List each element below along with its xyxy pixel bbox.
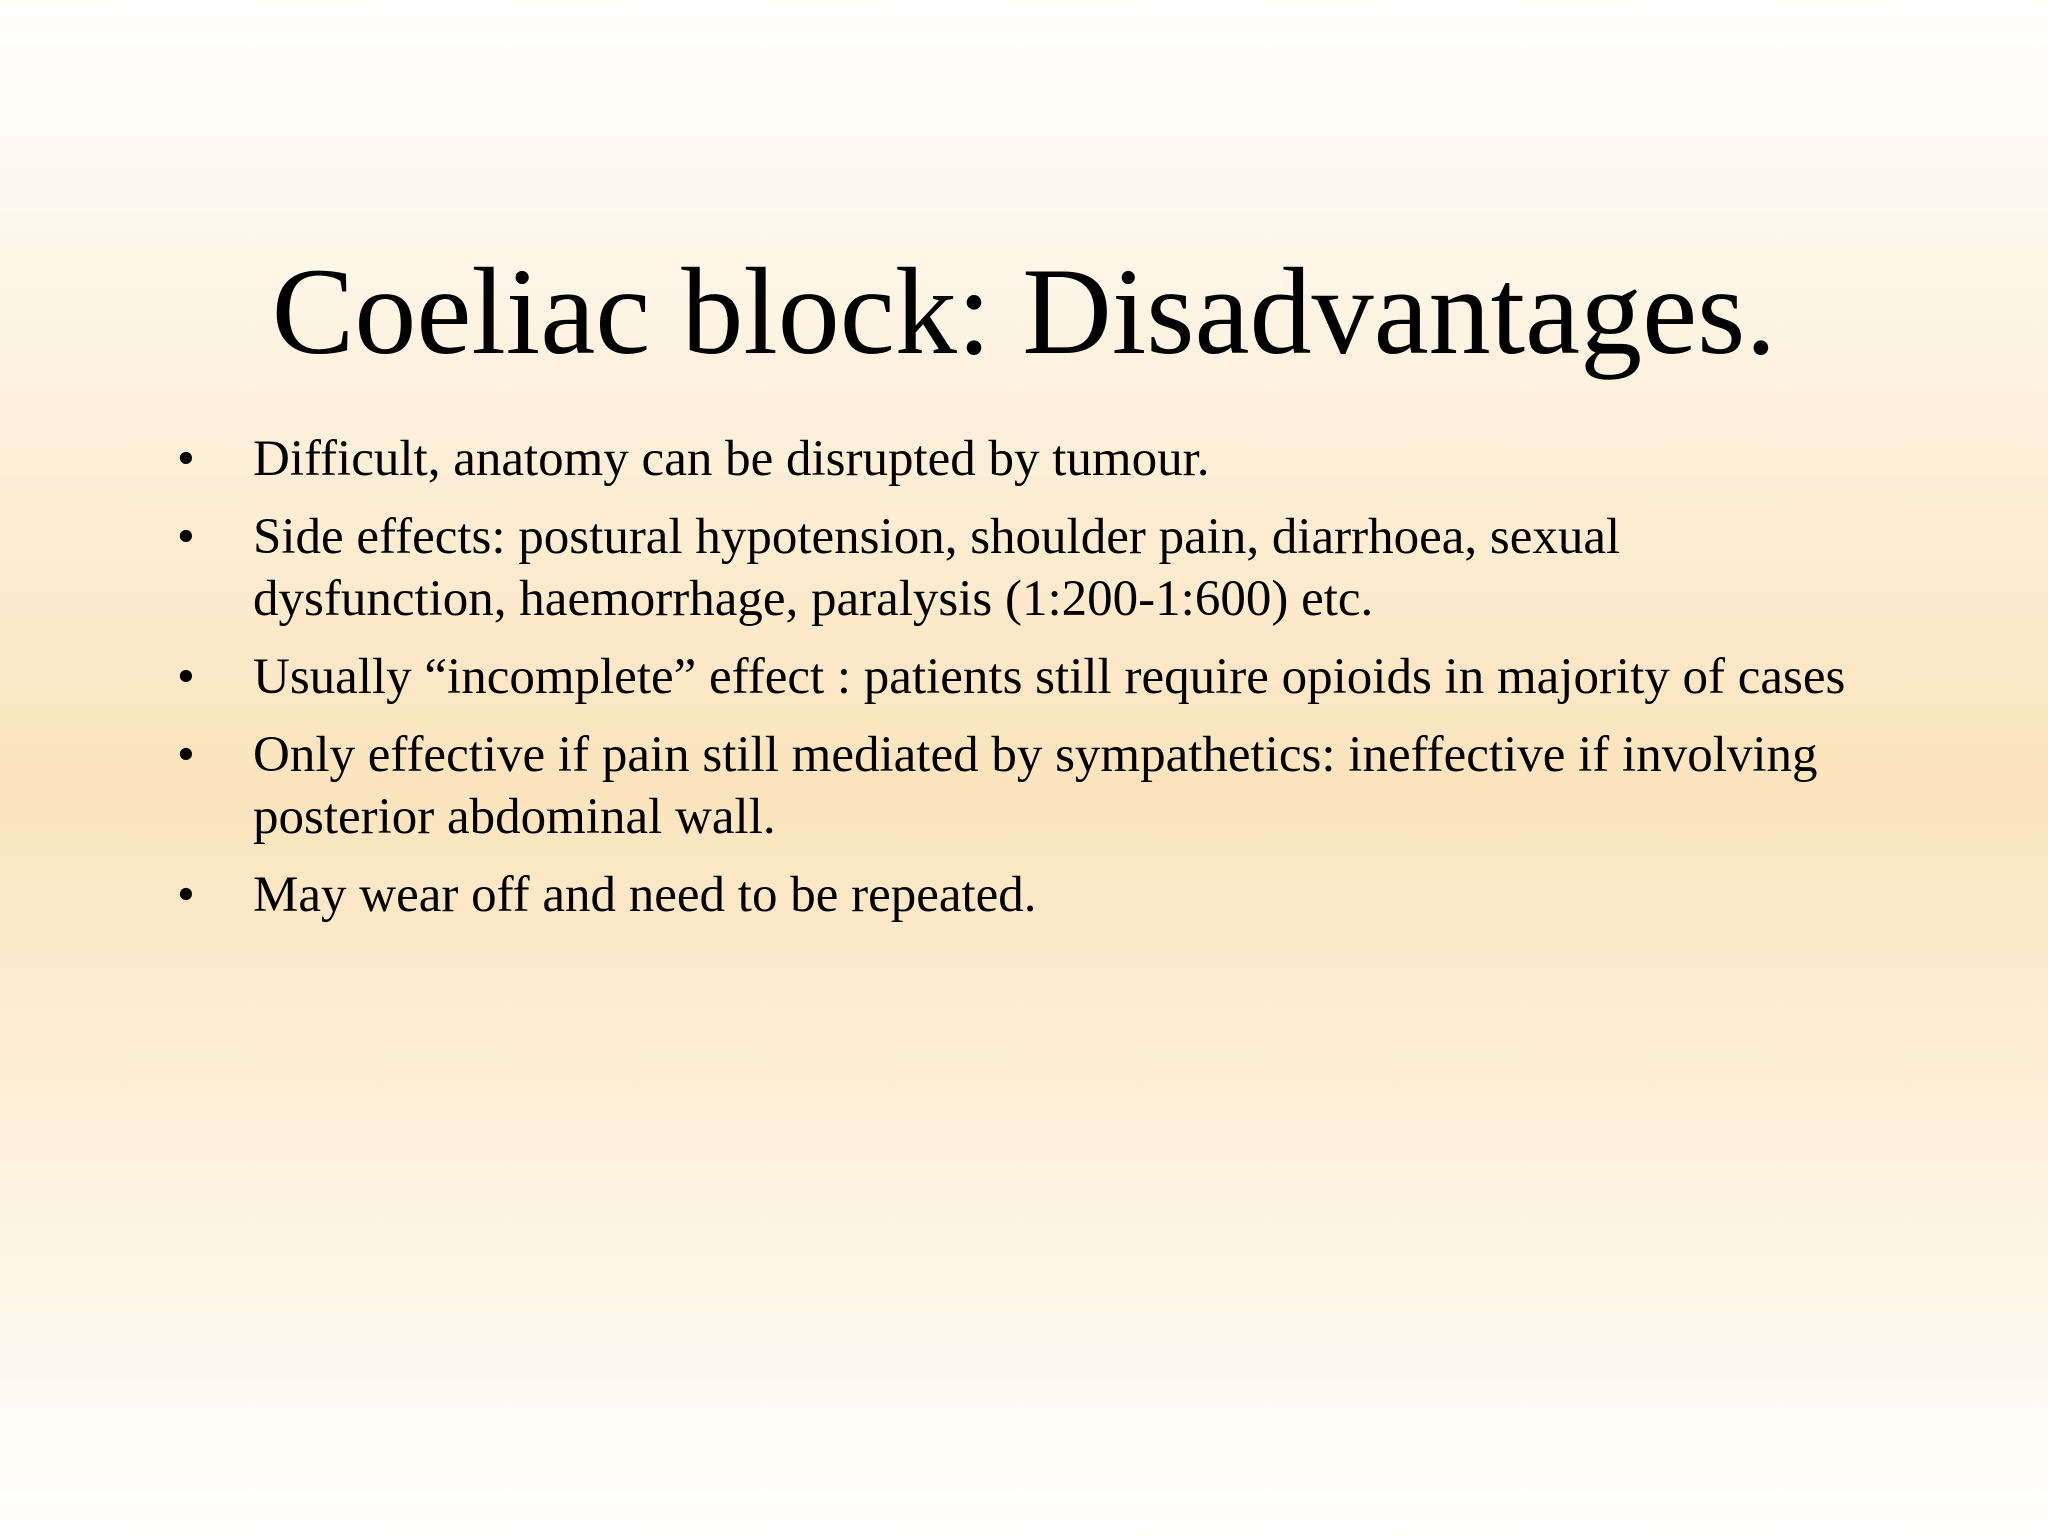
bullet-item <box>175 864 1875 926</box>
bullet-list <box>175 428 1875 942</box>
bullet-text: Difficult, anatomy can be disrupted by tumour. <box>253 431 1210 487</box>
bullet-dot: • <box>177 649 195 705</box>
bullet-item <box>175 506 1875 630</box>
bullet-dot: • <box>177 509 195 565</box>
bullet-dot: • <box>177 867 195 923</box>
slide-title: Coeliac block: Disadvantages. <box>271 243 1777 380</box>
bullet-text: Only effective if pain still mediated by sympathetics: ineffective if involving posterior abdominal wall. <box>253 727 1818 845</box>
bullet-item <box>175 724 1875 848</box>
bullet-text: Usually “incomplete” effect : patients still require opioids in majority of cases <box>253 649 1846 705</box>
bullet-dot: • <box>177 727 195 783</box>
bullet-text: Side effects: postural hypotension, shoulder pain, diarrhoea, sexual dysfunction, haemorrhage, paralysis (1:200-1:600) etc. <box>253 509 1621 627</box>
bullet-dot: • <box>177 431 195 487</box>
bullet-text: May wear off and need to be repeated. <box>253 867 1037 923</box>
bullet-item <box>175 428 1875 490</box>
bullet-item <box>175 646 1875 708</box>
